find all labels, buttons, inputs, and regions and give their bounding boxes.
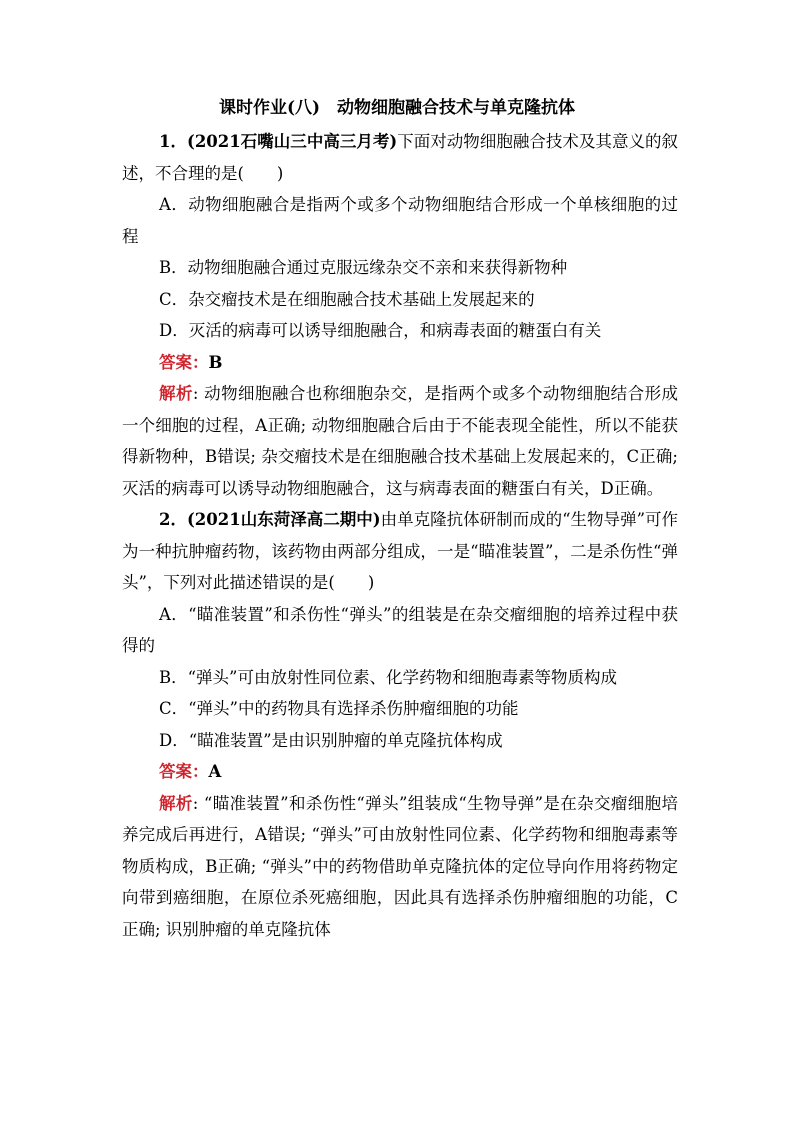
question-source: (2021石嘴山三中高三月考) xyxy=(187,132,398,151)
question-number: 2． xyxy=(159,510,187,529)
page-title: 课时作业(八) 动物细胞融合技术与单克隆抗体 xyxy=(218,98,576,118)
question-2-option-b: B．“弹头”可由放射性同位素、化学药物和细胞毒素等物质构成 xyxy=(159,667,617,687)
answer-label: 答案： xyxy=(159,352,209,372)
question-1-option-c: C．杂交瘤技术是在细胞融合技术基础上发展起来的 xyxy=(159,289,535,309)
question-2-option-a: A．“瞄准装置”和杀伤性“弹头”的组装是在杂交瘤细胞的培养过程中获得的 xyxy=(122,604,678,655)
question-1-analysis xyxy=(122,378,678,504)
question-1-option-a: A．动物细胞融合是指两个或多个动物细胞结合形成一个单核细胞的过程 xyxy=(122,195,678,246)
question-text: 下面对动物细胞融合技术及其意义的叙述，不合理的是( ) xyxy=(122,132,678,183)
answer-value: A xyxy=(208,762,222,781)
question-1-option-d: D．灭活的病毒可以诱导细胞融合，和病毒表面的糖蛋白有关 xyxy=(159,321,602,340)
analysis-label: 解析 xyxy=(159,384,193,403)
question-2-answer xyxy=(122,756,678,788)
analysis-text: : “瞄准装置”和杀伤性“弹头”组装成“生物导弹”是在杂交瘤细胞培养完成后再进行，A错误; “弹头”可由放射性同位素、化学药物和细胞毒素等物质构成，B正确; “弹头”中的药物借助单克隆抗体的定位导向作用将药物定向带到癌细胞，在原位杀死癌细胞，因此具有选择杀伤肿瘤细胞的功能，C正确; 识别肿瘤的单克隆抗体 xyxy=(122,793,678,939)
answer-value: B xyxy=(208,352,223,372)
analysis-text: : 动物细胞融合也称细胞杂交，是指两个或多个动物细胞结合形成一个细胞的过程，A正确; 动物细胞融合后由于不能表现全能性，所以不能获得新物种，B错误; 杂交瘤技术是在细胞融合技术基础上发展起来的，C正确; 灭活的病毒可以诱导动物细胞融合，这与病毒表面的糖蛋白有关，D正确。 xyxy=(122,384,679,498)
question-1-option-b: B．动物细胞融合通过克服远缘杂交不亲和来获得新物种 xyxy=(159,258,568,277)
answer-label: 答案： xyxy=(159,762,209,781)
question-2-analysis xyxy=(122,788,678,946)
question-2-option-d: D．“瞄准装置”是由识别肿瘤的单克隆抗体构成 xyxy=(159,730,503,750)
content-body xyxy=(122,126,678,945)
question-1-answer xyxy=(122,347,678,379)
question-2-stem xyxy=(122,504,678,599)
question-source: (2021山东菏泽高二期中) xyxy=(187,510,381,529)
question-1-stem xyxy=(122,126,678,189)
question-number: 1． xyxy=(159,132,188,151)
question-2-option-c: C．“弹头”中的药物具有选择杀伤肿瘤细胞的功能 xyxy=(159,699,519,718)
question-text: 由单克隆抗体研制而成的“生物导弹”可作为一种抗肿瘤药物，该药物由两部分组成，一是“瞄准装置”，二是杀伤性“弹头”，下列对此描述错误的是( ) xyxy=(122,510,679,592)
analysis-label: 解析 xyxy=(159,793,193,813)
